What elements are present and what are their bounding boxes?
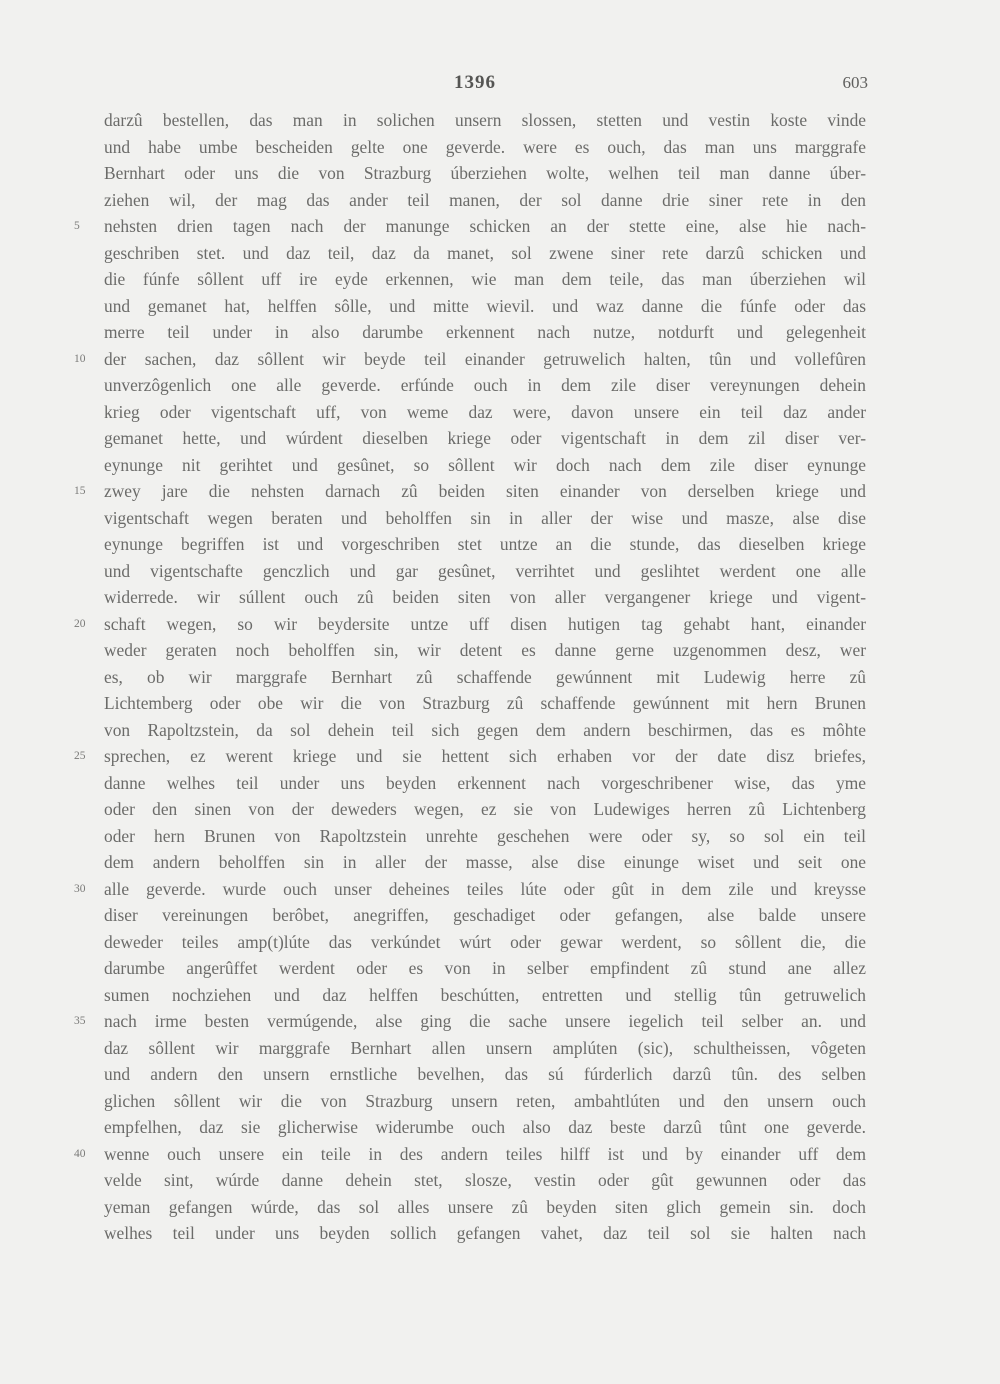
- line-number: 25: [74, 750, 86, 762]
- line-text: krieg oder vigentschaft uff, von weme daz were, davon unsere ein teil daz ander: [104, 401, 866, 422]
- line-text: oder hern Brunen von Rapoltzstein unrehte geschehen were oder sy, so sol ein teil: [104, 825, 866, 846]
- line-text: sumen nochziehen und daz helffen beschútten, entretten und stellig tûn getruwelich: [104, 984, 866, 1005]
- line-text: die fúnfe sôllent uff ire eyde erkennen, wie man dem teile, das man úberziehen wil: [104, 269, 866, 289]
- line-text: darzû bestellen, das man in solichen unsern slossen, stetten und vestin koste vinde: [104, 110, 866, 130]
- line-text: Lichtemberg oder obe wir die von Strazburg zû schaffende gewúnnent mit hern Brunen: [104, 693, 866, 713]
- text-line: [104, 293, 866, 320]
- line-text: und gemanet hat, helffen sôlle, und mitte wievil. und waz danne die fúnfe oder das: [104, 295, 866, 316]
- text-line: [104, 160, 866, 187]
- line-text: und andern den unsern ernstliche bevelhen, das sú fúrderlich darzû tûn. des selben: [104, 1064, 866, 1084]
- text-line: [74, 743, 866, 770]
- text-line: [104, 187, 866, 214]
- text-line: [104, 982, 866, 1009]
- line-number: 30: [74, 882, 86, 895]
- line-text: yeman gefangen wúrde, das sol alles unsere zû beyden siten glich gemein sin. doch: [104, 1196, 866, 1217]
- text-line: [104, 1220, 866, 1247]
- line-text: geschriben stet. und daz teil, daz da manet, sol zwene siner rete darzû schicken und: [104, 242, 866, 263]
- text-line: [104, 823, 866, 850]
- line-number: 15: [74, 485, 86, 497]
- line-text: es, ob wir marggrafe Bernhart zû schaffende gewúnnent mit Ludewig herre zû: [104, 666, 866, 687]
- text-line: [104, 319, 866, 346]
- text-line: [104, 505, 866, 532]
- line-text: sprechen, ez werent kriege und sie hettent sich erhaben vor der date disz briefes,: [104, 746, 866, 766]
- line-text: welhes teil under uns beyden sollich gefangen vahet, daz teil sol sie halten nach: [104, 1223, 866, 1243]
- text-line: [104, 134, 866, 161]
- line-text: der sachen, daz sôllent wir beyde teil einander getruwelich halten, tûn und vollefûren: [104, 348, 866, 369]
- text-line: [104, 955, 866, 982]
- line-text: merre teil under in also darumbe erkennent nach nutze, notdurft und gelegenheit: [104, 322, 866, 342]
- text-line: [104, 902, 866, 929]
- line-text: empfelhen, daz sie glicherwise widerumbe ouch also daz beste darzû tûnt one geverde.: [104, 1117, 866, 1137]
- text-line: [104, 1167, 866, 1194]
- line-text: eynunge nit gerihtet und gesûnet, so sôllent wir doch nach dem zile diser eynunge: [104, 454, 866, 475]
- text-line: [104, 690, 866, 717]
- line-text: diser vereinungen berôbet, anegriffen, geschadiget oder gefangen, alse balde unsere: [104, 905, 866, 925]
- text-line: [104, 1194, 866, 1221]
- line-text: Bernhart oder uns die von Strazburg úberziehen wolte, welhen teil man danne úber-: [104, 163, 866, 183]
- text-line: [104, 584, 866, 611]
- page-number: 603: [842, 73, 868, 92]
- text-line: [104, 1114, 866, 1141]
- line-text: nehsten drien tagen nach der manunge schicken an der stette eine, alse hie nach-: [104, 216, 866, 236]
- text-line: [104, 1061, 866, 1088]
- text-line: [74, 213, 866, 240]
- line-text: darumbe angerûffet werdent oder es von in selber empfindent zû stund ane allez: [104, 958, 866, 978]
- line-text: oder den sinen von der deweders wegen, ez sie von Ludewiges herren zû Lichtenberg: [104, 799, 866, 819]
- line-text: glichen sôllent wir die von Strazburg unsern reten, ambahtlúten und den unsern ouch: [104, 1090, 866, 1111]
- line-text: vigentschaft wegen beraten und beholffen sin in aller der wise und masze, alse dise: [104, 507, 866, 528]
- text-line: [104, 664, 866, 691]
- line-number: 35: [74, 1015, 86, 1027]
- text-line: [104, 107, 866, 134]
- line-text: ziehen wil, der mag das ander teil manen, der sol danne drie siner rete in den: [104, 189, 866, 210]
- text-line: [74, 346, 866, 373]
- line-text: gemanet hette, und wúrdent dieselben kriege oder vigentschaft in dem zil diser ver-: [104, 428, 866, 448]
- line-text: nach irme besten vermúgende, alse ging die sache unsere iegelich teil selber an. und: [104, 1011, 866, 1031]
- page-header: [0, 72, 1000, 102]
- line-text: wenne ouch unsere ein teile in des andern teiles hilff ist und by einander uff dem: [104, 1143, 866, 1164]
- line-text: und habe umbe bescheiden gelte one geverde. were es ouch, das man uns marggrafe: [104, 136, 866, 157]
- text-line: [74, 1008, 866, 1035]
- line-number: 40: [74, 1147, 86, 1160]
- line-text: widerrede. wir súllent ouch zû beiden siten von aller vergangener kriege und vigent-: [104, 587, 866, 607]
- text-line: [104, 531, 866, 558]
- line-text: danne welhes teil under uns beyden erkennent nach vorgeschribener wise, das yme: [104, 772, 866, 793]
- running-head-year: 1396: [454, 72, 496, 93]
- text-line: [104, 1088, 866, 1115]
- text-line: [104, 1035, 866, 1062]
- line-text: alle geverde. wurde ouch unser deheines teiles lúte oder gût in dem zile und kreysse: [104, 878, 866, 899]
- text-line: [104, 558, 866, 585]
- text-line: [104, 425, 866, 452]
- line-text: und vigentschafte genczlich und gar gesûnet, verrihtet und geslihtet werdent one alle: [104, 560, 866, 581]
- line-text: von Rapoltzstein, da sol dehein teil sich gegen dem andern beschirmen, das es môhte: [104, 719, 866, 740]
- line-text: velde sint, wúrde danne dehein stet, slosze, vestin oder gût gewunnen oder das: [104, 1170, 866, 1190]
- document-body: [74, 107, 866, 1247]
- text-line: [74, 478, 866, 505]
- text-line: [74, 611, 866, 638]
- text-line: [74, 876, 866, 903]
- line-number: 20: [74, 617, 86, 630]
- text-line: [104, 637, 866, 664]
- line-number: 10: [74, 352, 86, 365]
- line-text: weder geraten noch beholffen sin, wir detent es danne gerne uzgenommen desz, wer: [104, 640, 866, 660]
- text-line: [104, 240, 866, 267]
- line-text: deweder teiles amp(t)lúte das verkúndet wúrt oder gewar werdent, so sôllent die, die: [104, 931, 866, 952]
- text-line: [104, 266, 866, 293]
- line-text: eynunge begriffen ist und vorgeschriben stet untze an die stunde, das dieselben kriege: [104, 534, 866, 554]
- line-text: zwey jare die nehsten darnach zû beiden siten einander von derselben kriege und: [104, 481, 866, 501]
- line-number: 5: [74, 220, 80, 232]
- text-line: [104, 929, 866, 956]
- text-line: [104, 849, 866, 876]
- text-line: [104, 372, 866, 399]
- text-line: [74, 1141, 866, 1168]
- text-line: [104, 796, 866, 823]
- line-text: unverzôgenlich one alle geverde. erfúnde ouch in dem zile diser vereynungen dehein: [104, 375, 866, 395]
- text-line: [104, 717, 866, 744]
- line-text: schaft wegen, so wir beydersite untze uff disen hutigen tag gehabt hant, einander: [104, 613, 866, 634]
- text-line: [104, 452, 866, 479]
- line-text: dem andern beholffen sin in aller der masse, alse dise einunge wiset und seit one: [104, 852, 866, 872]
- text-line: [104, 399, 866, 426]
- text-line: [104, 770, 866, 797]
- line-text: daz sôllent wir marggrafe Bernhart allen unsern amplúten (sic), schultheissen, vôgeten: [104, 1037, 866, 1058]
